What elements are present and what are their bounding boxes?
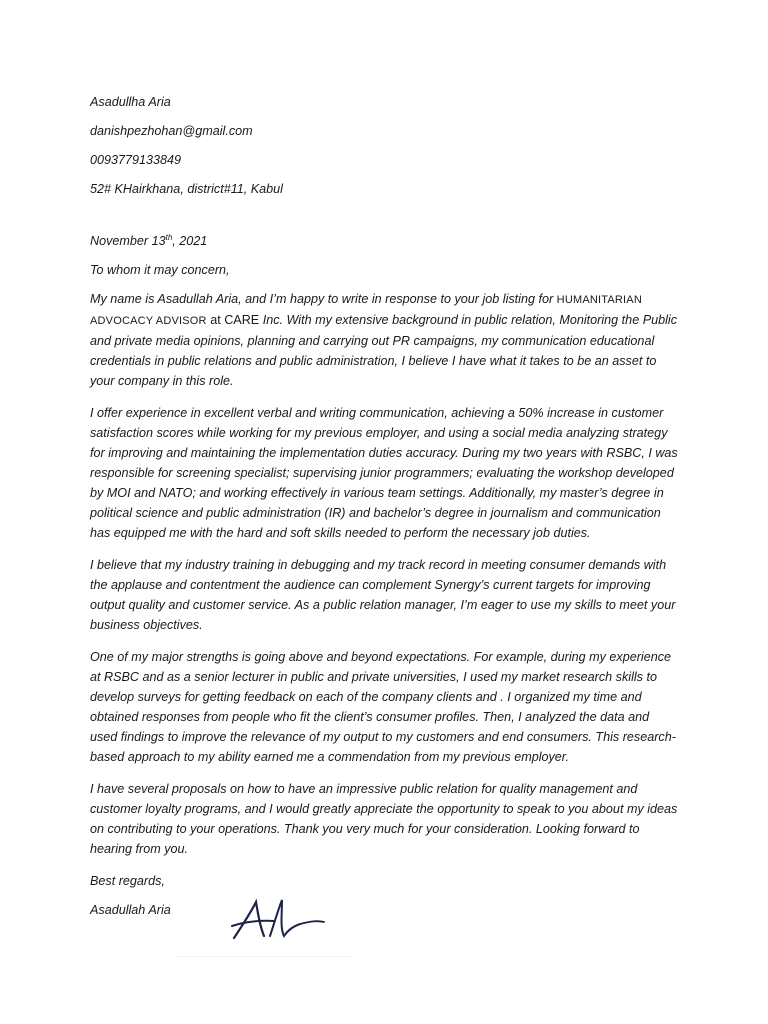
date-month-day: November 13 — [90, 234, 166, 249]
faint-divider — [175, 956, 350, 957]
signature-row — [90, 900, 678, 960]
sender-email: danishpezhohan@gmail.com — [90, 124, 253, 138]
paragraph-1 — [90, 289, 678, 391]
paragraph-3: I believe that my industry training in debugging and my track record in meeting consumer demands with the applause and contentment the audience can complement Synergy’s current targets for improving output quality and customer service. As a public relation manager, I’m eager to use my skills to meet your business objectives. — [90, 558, 676, 633]
date-year: , 2021 — [172, 234, 208, 249]
paragraph-5: I have several proposals on how to have an impressive public relation for quality management and customer loyalty programs, and I would greatly appreciate the opportunity to speak to you about my ideas on contributing to your operations. Thank you very much for your consideration. Looking forward to hearing from you. — [90, 782, 678, 857]
signoff-name: Asadullah Aria — [90, 903, 171, 918]
sender-name: Asadullha Aria — [90, 95, 171, 109]
date-day-suffix: th — [165, 233, 173, 242]
paragraph-4: One of my major strengths is going above and beyond expectations. For example, during my experience at RSBC and as a senior lecturer in public and private universities, I used my market research skills to develop surveys for getting feedback on each of the company clients and . I organized my time and obtained responses from people who fit the client’s consumer profiles. Then, I analyzed the data and used findings to improve the relevance of my output to my customers and end consumers. This research-based approach to my ability earned me a commendation from my previous employer. — [90, 650, 676, 765]
sender-phone: 0093779133849 — [90, 153, 182, 167]
salutation: To whom it may concern, — [90, 263, 230, 278]
handwritten-signature — [230, 896, 330, 946]
cover-letter — [90, 92, 678, 960]
paragraph-2: I offer experience in excellent verbal and writing communication, achieving a 50% increase in customer satisfaction scores while working for my previous employer, and using a social media analyzing strategy for improving and maintaining the implementation duties accuracy. During my two years with RSBC, I was responsible for screening specialist; supervising junior programmers; evaluating the workshop developed by MOI and NATO; and working effectively in various team settings. Additionally, my master’s degree in political science and public administration (IR) and bachelor’s degree in journalism and communication has equipped me with the hard and soft skills needed to perform the necessary job duties. — [90, 406, 678, 541]
sender-address: 52# KHairkhana, district#11, Kabul — [90, 182, 283, 196]
job-position: HUMANITARIAN ADVOCACY ADVISOR — [90, 294, 642, 328]
organization-name: at CARE — [206, 313, 260, 328]
letter-date — [90, 228, 678, 251]
closing: Best regards, — [90, 874, 165, 889]
paragraph-1-rest: Inc. With my extensive background in public relation, Monitoring the Public and private media opinions, planning and carrying out PR campaigns, my communication educational credentials in public relations and public administration, I believe I have what it takes to be an asset to your company in this role. — [90, 313, 677, 389]
paragraph-1-intro: My name is Asadullah Aria, and I’m happy to write in response to your job listing for — [90, 292, 557, 307]
